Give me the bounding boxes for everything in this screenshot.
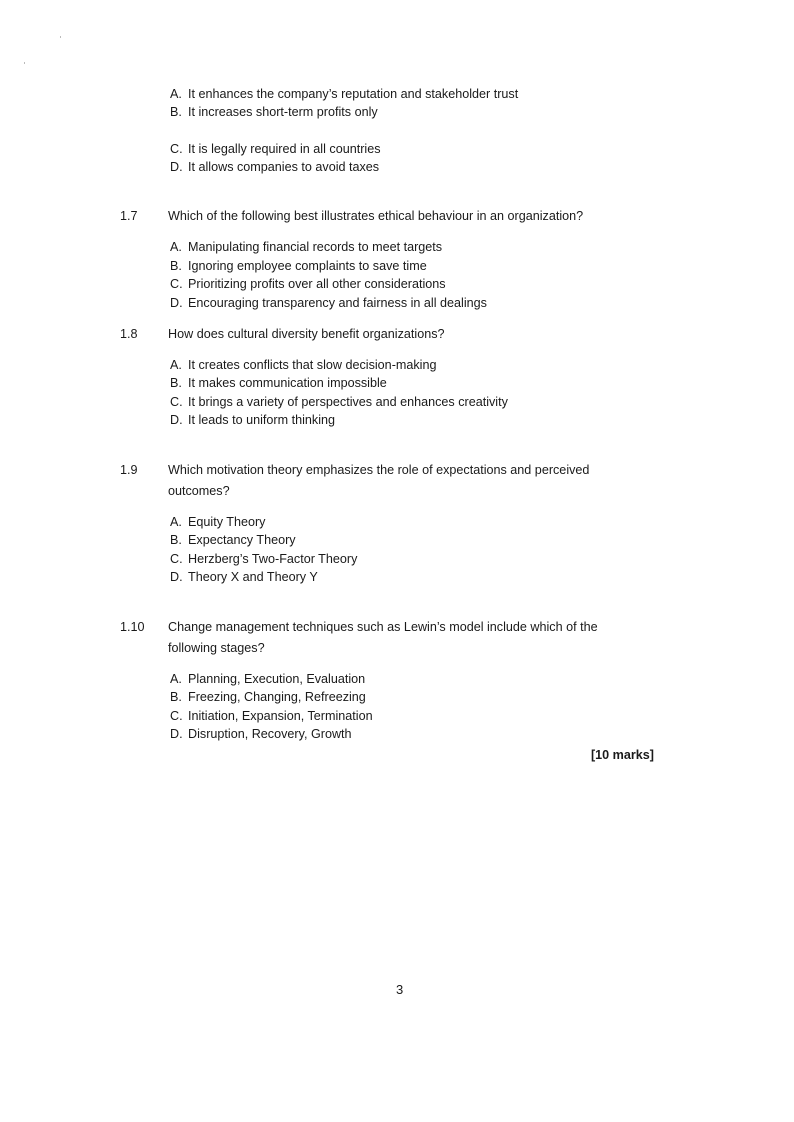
option-text: Ignoring employee complaints to save time: [188, 259, 427, 273]
option-letter: C.: [170, 395, 183, 409]
option-text: It enhances the company’s reputation and stakeholder trust: [188, 87, 519, 101]
option-text: Theory X and Theory Y: [188, 570, 318, 584]
option-letter: C.: [170, 142, 183, 156]
question-number: 1.8: [120, 327, 138, 341]
option-letter: B.: [170, 376, 182, 390]
option-letter: D.: [170, 570, 183, 584]
question-text: How does cultural diversity benefit organizations?: [168, 327, 445, 341]
option-text: Planning, Execution, Evaluation: [188, 672, 366, 686]
option-text: Disruption, Recovery, Growth: [188, 727, 352, 741]
question-text: Which motivation theory emphasizes the role of expectations and perceived: [168, 463, 590, 477]
option-text: Manipulating financial records to meet targets: [188, 240, 443, 254]
option-text: Expectancy Theory: [188, 533, 296, 547]
question-text: outcomes?: [168, 484, 230, 498]
option-text: Initiation, Expansion, Termination: [188, 709, 373, 723]
option-text: It makes communication impossible: [188, 376, 387, 390]
question-text: Change management techniques such as Lewin’s model include which of the: [168, 620, 598, 634]
question-number: 1.7: [120, 209, 138, 223]
option-text: It is legally required in all countries: [188, 142, 381, 156]
option-text: Equity Theory: [188, 515, 266, 529]
option-letter: C.: [170, 277, 183, 291]
option-text: Encouraging transparency and fairness in all dealings: [188, 296, 487, 310]
option-letter: B.: [170, 105, 182, 119]
scan-speck: [60, 36, 61, 38]
question-number: 1.9: [120, 463, 138, 477]
option-letter: B.: [170, 259, 182, 273]
option-letter: A.: [170, 87, 182, 101]
option-letter: B.: [170, 690, 182, 704]
option-letter: A.: [170, 358, 182, 372]
option-letter: D.: [170, 727, 183, 741]
marks-total: [10 marks]: [590, 748, 654, 762]
option-letter: A.: [170, 672, 182, 686]
option-letter: D.: [170, 160, 183, 174]
option-letter: A.: [170, 240, 182, 254]
option-letter: C.: [170, 552, 183, 566]
question-text: Which of the following best illustrates ethical behaviour in an organization?: [168, 209, 584, 223]
scan-speck: [24, 62, 25, 64]
option-letter: D.: [170, 413, 183, 427]
option-letter: C.: [170, 709, 183, 723]
option-text: Herzberg’s Two-Factor Theory: [188, 552, 358, 566]
option-text: It creates conflicts that slow decision-making: [188, 358, 437, 372]
option-text: It brings a variety of perspectives and enhances creativity: [188, 395, 508, 409]
question-number: 1.10: [120, 620, 145, 634]
page-number: 3: [396, 982, 404, 997]
option-text: Freezing, Changing, Refreezing: [188, 690, 366, 704]
option-letter: A.: [170, 515, 182, 529]
option-text: It allows companies to avoid taxes: [188, 160, 380, 174]
option-text: It leads to uniform thinking: [188, 413, 336, 427]
option-letter: B.: [170, 533, 182, 547]
option-letter: D.: [170, 296, 183, 310]
question-text: following stages?: [168, 641, 265, 655]
option-text: Prioritizing profits over all other considerations: [188, 277, 446, 291]
option-text: It increases short-term profits only: [188, 105, 378, 119]
